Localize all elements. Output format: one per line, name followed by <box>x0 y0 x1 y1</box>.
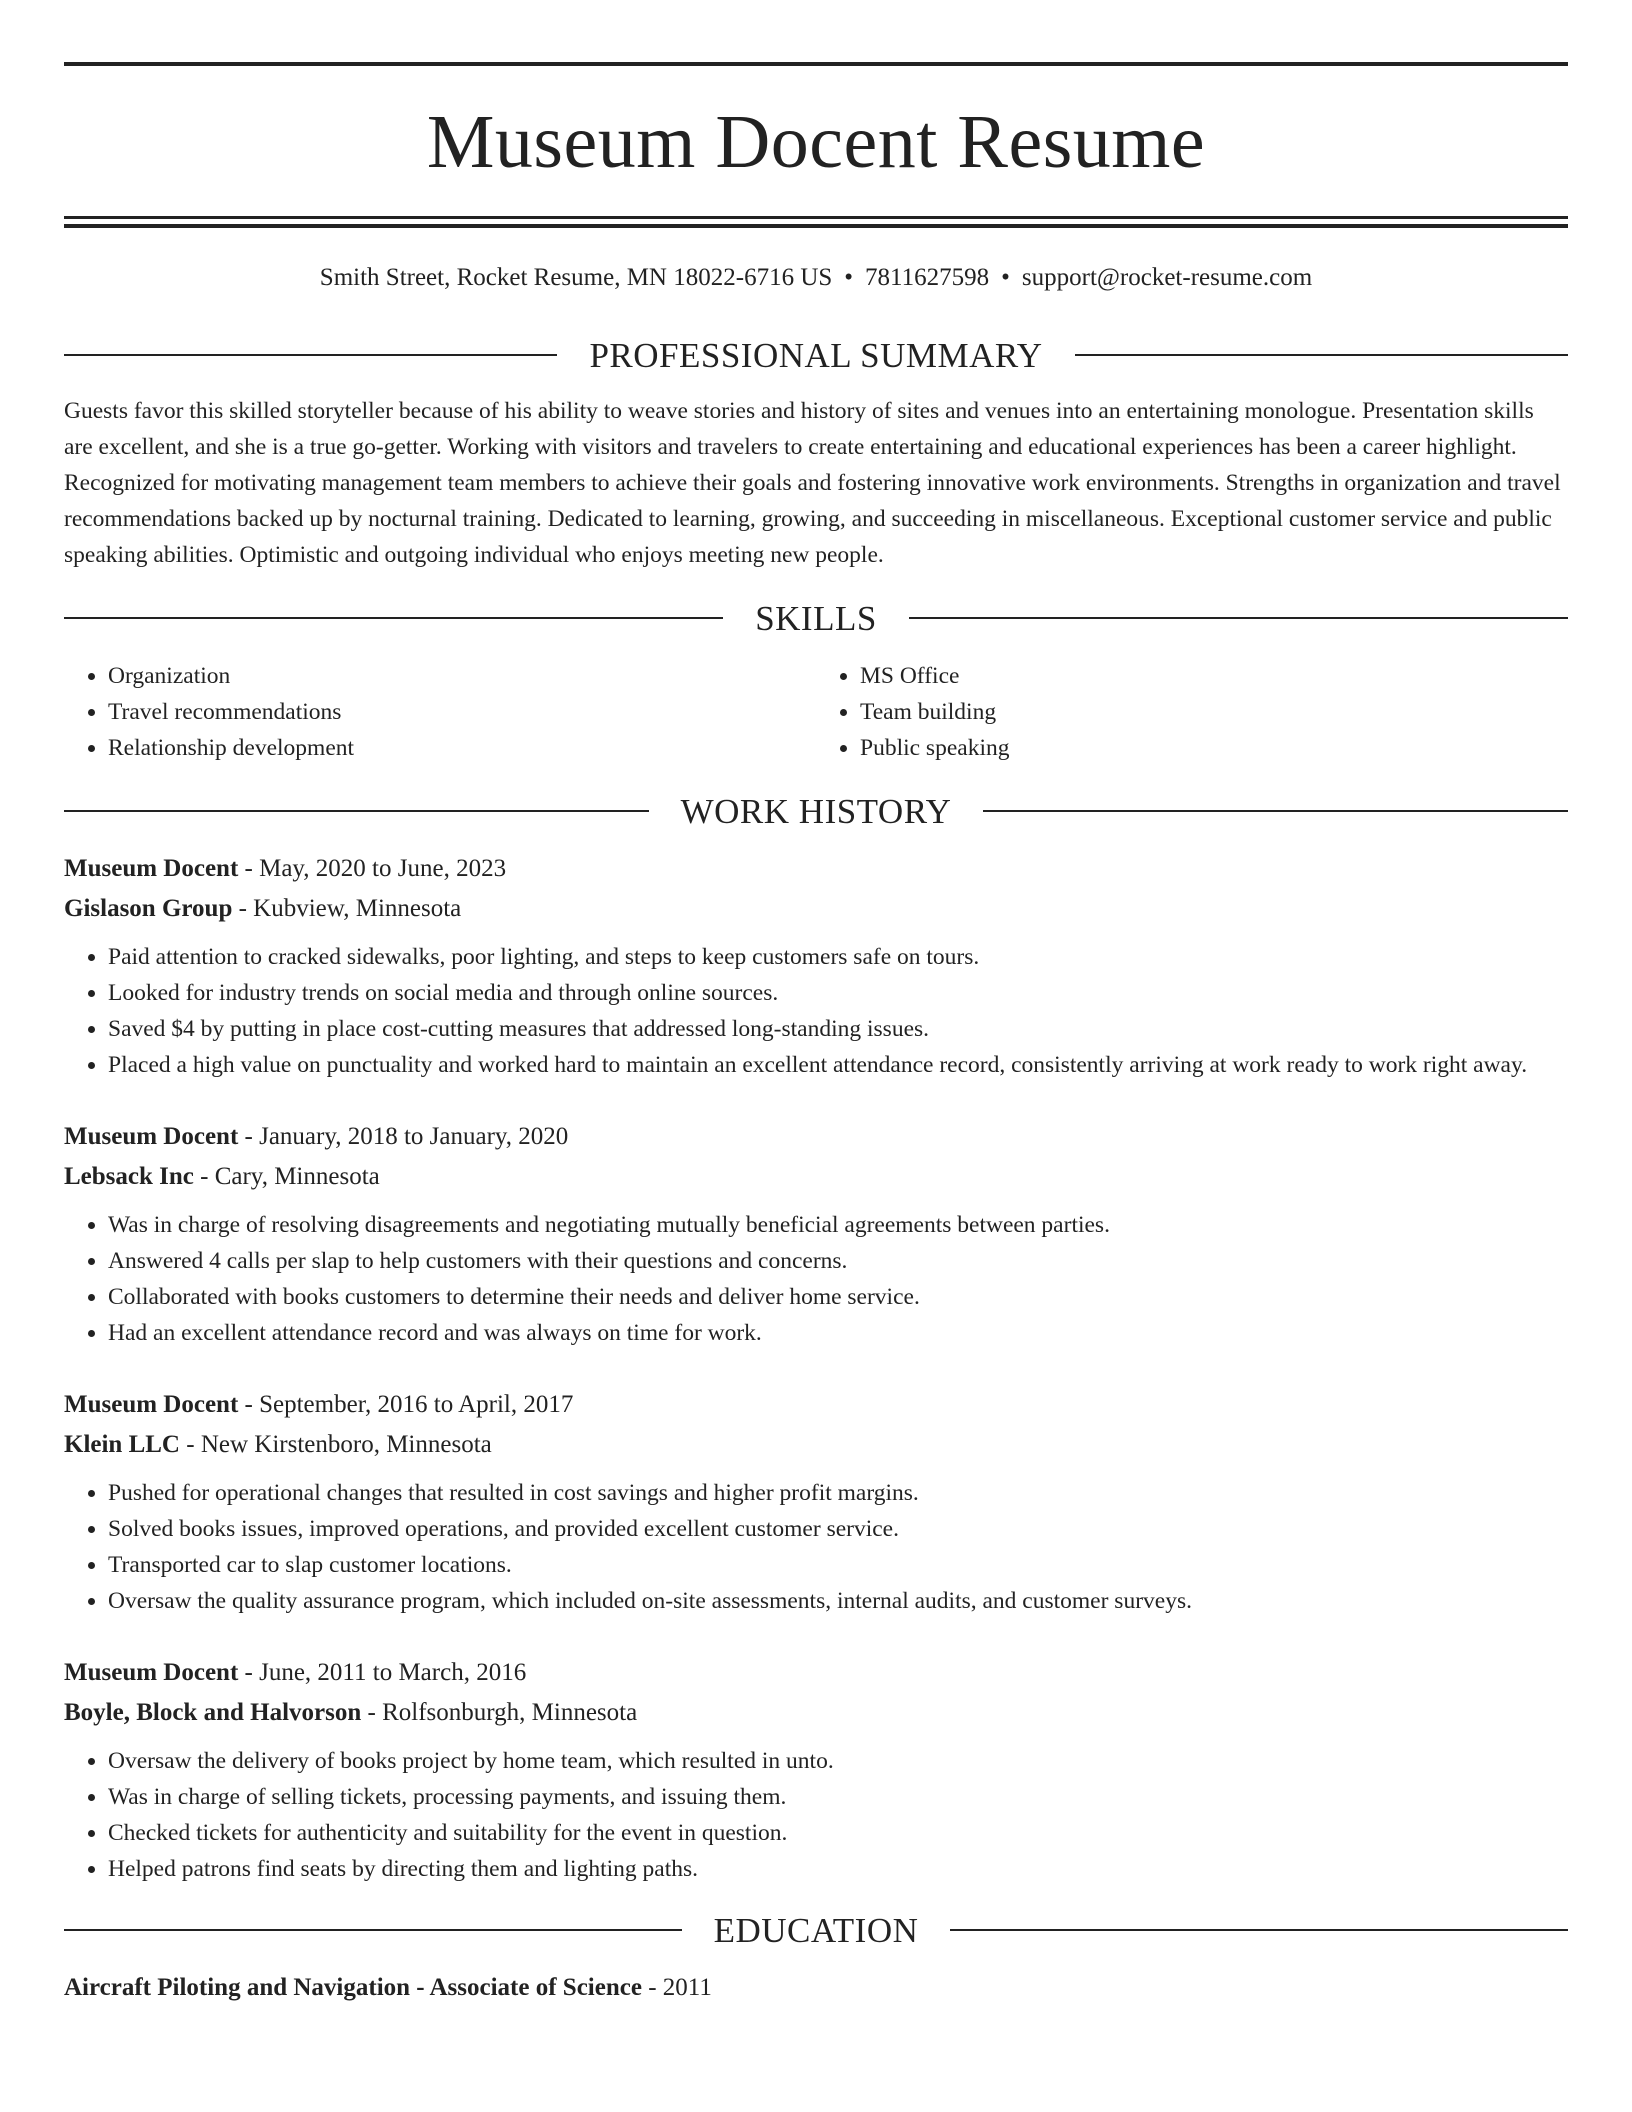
work-section-title: WORK HISTORY <box>680 791 952 831</box>
job-company-line <box>64 889 1568 929</box>
job-title-line <box>64 1385 1568 1425</box>
job-bullet: • Oversaw the delivery of books project by home team, which resulted in unto. <box>108 1743 1568 1779</box>
job-title-line <box>64 1117 1568 1157</box>
skill-item: • Organization <box>108 658 816 694</box>
education-year: - 2011 <box>641 1973 712 2001</box>
job-bullet: • Paid attention to cracked sidewalks, poor lighting, and steps to keep customers safe on tours. <box>108 939 1568 975</box>
contact-separator: • <box>844 264 854 291</box>
work-section-heading <box>64 791 1568 831</box>
job-title-line <box>64 849 1568 889</box>
job-bullet: • Helped patrons find seats by directing them and lighting paths. <box>108 1851 1568 1887</box>
email[interactable]: support@rocket-resume.com <box>1021 264 1313 291</box>
heading-rule-right <box>909 617 1568 619</box>
job-bullet: • Looked for industry trends on social media and through online sources. <box>108 975 1568 1011</box>
heading-rule-left <box>64 1929 682 1931</box>
job-title-line <box>64 1653 1568 1693</box>
job-company-line <box>64 1425 1568 1465</box>
job-title: Museum Docent <box>64 1390 239 1418</box>
skill-item: • Public speaking <box>860 730 1568 766</box>
heading-rule-left <box>64 617 723 619</box>
job-bullet: • Oversaw the quality assurance program, which included on-site assessments, internal audits, and customer surveys. <box>108 1583 1568 1619</box>
summary-text: Guests favor this skilled storyteller because of his ability to weave stories and history of sites and venues into an entertaining monologue. Presentation skills are excellent, and she is a true go-getter. Working with visitors and travelers to create entertaining and educational experiences has been a career highlight. Recognized for motivating management team members to achieve their goals and fostering innovative work environments. Strengths in organization and travel recommendations backed up by nocturnal training. Dedicated to learning, growing, and succeeding in miscellaneous. Exceptional customer service and public speaking abilities. Optimistic and outgoing individual who enjoys meeting new people. <box>64 397 1561 568</box>
job-bullet: • Was in charge of resolving disagreements and negotiating mutually beneficial agreements between parties. <box>108 1207 1568 1243</box>
job-bullets <box>64 1743 1568 1887</box>
phone: 7811627598 <box>865 264 990 291</box>
job-location: - Cary, Minnesota <box>193 1162 380 1190</box>
heading-rule-left <box>64 810 649 812</box>
heading-rule-right <box>1075 354 1568 356</box>
job-location: - Kubview, Minnesota <box>232 894 462 922</box>
education-section-title: EDUCATION <box>713 1910 919 1950</box>
skills-column-right <box>816 658 1568 766</box>
job-company: Gislason Group <box>64 894 233 922</box>
skills-section-heading <box>64 598 1568 638</box>
top-rule <box>64 62 1568 66</box>
job-bullet: • Answered 4 calls per slap to help customers with their questions and concerns. <box>108 1243 1568 1279</box>
contact-line <box>64 264 1568 292</box>
job-company: Lebsack Inc <box>64 1162 194 1190</box>
skill-item: • Team building <box>860 694 1568 730</box>
job-bullets <box>64 939 1568 1083</box>
heading-rule-right <box>950 1929 1568 1931</box>
job-bullets <box>64 1207 1568 1351</box>
job-bullet: • Solved books issues, improved operations, and provided excellent customer service. <box>108 1511 1568 1547</box>
job-dates: - January, 2018 to January, 2020 <box>238 1122 569 1150</box>
skills-list <box>64 658 1568 766</box>
job-entry <box>64 849 1568 1083</box>
heading-rule-right <box>983 810 1568 812</box>
job-location: - New Kirstenboro, Minnesota <box>180 1430 492 1458</box>
education-degree: Aircraft Piloting and Navigation - Associate of Science <box>64 1973 642 2001</box>
job-title: Museum Docent <box>64 1122 239 1150</box>
job-entry <box>64 1385 1568 1619</box>
skills-column-left <box>64 658 816 766</box>
job-bullet: • Collaborated with books customers to determine their needs and deliver home service. <box>108 1279 1568 1315</box>
address: Smith Street, Rocket Resume, MN 18022-6716 US <box>319 264 833 291</box>
job-bullets <box>64 1475 1568 1619</box>
skill-item: • Travel recommendations <box>108 694 816 730</box>
job-company: Boyle, Block and Halvorson <box>64 1698 362 1726</box>
job-bullet: • Saved $4 by putting in place cost-cutting measures that addressed long-standing issues. <box>108 1011 1568 1047</box>
skill-item: • Relationship development <box>108 730 816 766</box>
skills-section-title: SKILLS <box>755 598 877 638</box>
job-bullet: • Had an excellent attendance record and was always on time for work. <box>108 1315 1568 1351</box>
job-bullet: • Pushed for operational changes that resulted in cost savings and higher profit margins. <box>108 1475 1568 1511</box>
heading-rule-left <box>64 354 557 356</box>
job-entry <box>64 1653 1568 1887</box>
education-entry <box>64 1968 1568 2008</box>
job-bullet: • Placed a high value on punctuality and worked hard to maintain an excellent attendance record, consistently arriving at work ready to work right away. <box>108 1047 1568 1083</box>
job-title: Museum Docent <box>64 1658 239 1686</box>
contact-separator: • <box>1001 264 1010 291</box>
job-company-line <box>64 1157 1568 1197</box>
job-bullet: • Transported car to slap customer locations. <box>108 1547 1568 1583</box>
resume-title: Museum Docent Resume <box>426 100 1206 184</box>
job-bullet: • Checked tickets for authenticity and suitability for the event in question. <box>108 1815 1568 1851</box>
job-title: Museum Docent <box>64 854 239 882</box>
summary-section-heading <box>64 335 1568 375</box>
job-company: Klein LLC <box>64 1430 180 1458</box>
job-dates: - September, 2016 to April, 2017 <box>238 1390 574 1418</box>
job-dates: - May, 2020 to June, 2023 <box>238 854 507 882</box>
education-section-heading <box>64 1910 1568 1950</box>
job-bullet: • Was in charge of selling tickets, processing payments, and issuing them. <box>108 1779 1568 1815</box>
title-double-rule <box>64 216 1568 228</box>
job-company-line <box>64 1693 1568 1733</box>
job-entry <box>64 1117 1568 1351</box>
job-location: - Rolfsonburgh, Minnesota <box>361 1698 638 1726</box>
summary-section-title: PROFESSIONAL SUMMARY <box>589 335 1043 375</box>
skill-item: • MS Office <box>860 658 1568 694</box>
job-dates: - June, 2011 to March, 2016 <box>238 1658 527 1686</box>
